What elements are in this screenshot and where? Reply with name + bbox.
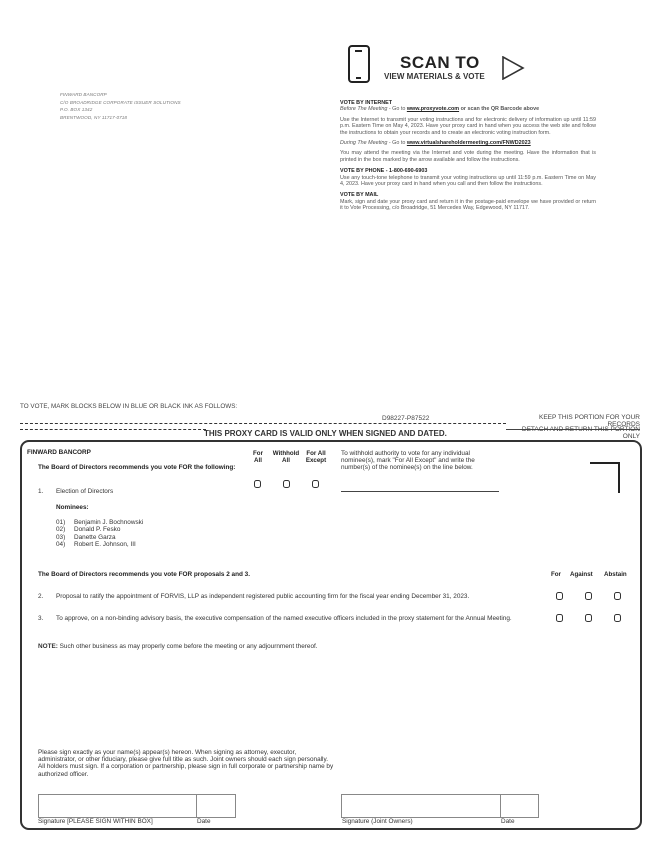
nominee-num: 04): [56, 541, 66, 549]
proposal-3-number: 3.: [38, 615, 44, 622]
voting-instructions: [340, 100, 596, 212]
proposal-3-text: To approve, on a non-binding advisory basis, the executive compensation of the named executive officers included in the proxy statement for the Annual Meeting.: [56, 615, 512, 622]
signature-box[interactable]: [38, 794, 197, 818]
internet-body: Use the Internet to transmit your voting instructions and for electronic delivery of information up until 11:59 p.m. Eastern Time on May 4, 2023. Have your proxy card in hand when you access the web site and follow the instructions to obtain your records and to create an electronic voting instruction form.: [340, 116, 596, 136]
col-for: For: [551, 571, 561, 578]
election-label: Election of Directors: [56, 488, 114, 495]
nominee-item: [56, 526, 143, 533]
board-recommendation-1: The Board of Directors recommends you vote FOR the following:: [38, 464, 236, 471]
address-corner-mark: [590, 462, 620, 493]
proposal-2-number: 2.: [38, 593, 44, 600]
date-box[interactable]: [196, 794, 236, 818]
nominee-item: [56, 519, 143, 526]
mail-body: Mark, sign and date your proxy card and return it in the postage-paid envelope we have provided or return it to Vote Processing, c/o Broadridge, 51 Mercedes Way, Edgewood, NY 11717.: [340, 198, 596, 212]
scan-to-vote: [348, 45, 538, 91]
before-text: - Go to: [387, 106, 407, 113]
board-recommendation-2: The Board of Directors recommends you vote FOR proposals 2 and 3.: [38, 571, 251, 578]
keep-portion-text: KEEP THIS PORTION FOR YOUR RECORDS: [506, 414, 640, 430]
phone-icon: [348, 45, 370, 83]
control-number: D98227-P87522: [382, 415, 430, 422]
note-text: Such other business as may properly come before the meeting or any adjournment thereof.: [57, 643, 318, 650]
election-number: 1.: [38, 488, 44, 495]
sender-line: FINWARD BANCORP: [60, 92, 107, 97]
during-body: You may attend the meeting via the Internet and vote during the meeting. Have the information that is printed in the box marked by the arrow available and follow the instructions.: [340, 150, 596, 163]
col-for-all-except: For All Except: [305, 450, 327, 464]
before-meeting-line: [340, 106, 596, 112]
nominee-item: [56, 534, 143, 541]
nominees-label: Nominees:: [56, 504, 89, 511]
proposal-2-text: Proposal to ratify the appointment of FORVIS, LLP as independent registered public accounting firm for the fiscal year ending December 31, 2023.: [56, 593, 470, 600]
proposal-3-against-checkbox[interactable]: [585, 614, 592, 622]
play-arrow-icon: [501, 56, 525, 80]
tear-line: [20, 423, 506, 424]
joint-signature-label: Signature (Joint Owners): [342, 818, 413, 825]
proposal-2-abstain-checkbox[interactable]: [614, 592, 621, 600]
joint-date-box[interactable]: [500, 794, 539, 818]
note-line: [38, 643, 318, 650]
for-all-checkbox[interactable]: [254, 480, 261, 488]
virtual-meeting-link[interactable]: www.virtualshareholdermeeting.com/FNWD2023: [406, 140, 531, 147]
date-label: Date: [197, 818, 211, 825]
nominee-list: [56, 519, 143, 549]
nominee-num: 03): [56, 533, 66, 541]
sign-instruction: Please sign exactly as your name(s) appear(s) hereon. When signing as attorney, executor, administrator, or other fiduciary, please give full title as such. Joint owners should each sign personally. All holders must sign. If a corporation or partnership, please sign in full corporate or partnership name by authorized officer.: [38, 749, 334, 778]
withhold-instruction: To withhold authority to vote for any individual nominee(s), mark "For All Except" and write the number(s) of the nominee(s) on the line below.: [341, 450, 475, 471]
proposal-3-abstain-checkbox[interactable]: [614, 614, 621, 622]
joint-date-label: Date: [501, 818, 515, 825]
during-text: - Go to: [387, 140, 407, 147]
internet-heading: VOTE BY INTERNET: [340, 100, 393, 106]
sender-address: [60, 91, 181, 121]
scan-title: SCAN TO: [400, 53, 480, 72]
col-abstain: Abstain: [604, 571, 627, 578]
detach-portion-text: DETACH AND RETURN THIS PORTION ONLY: [521, 426, 640, 440]
for-all-except-checkbox[interactable]: [312, 480, 319, 488]
proxyvote-link[interactable]: www.proxyvote.com: [406, 106, 460, 113]
col-against: Against: [570, 571, 593, 578]
before-label: Before The Meeting: [340, 106, 388, 113]
col-withhold-all: Withhold All: [272, 450, 300, 464]
col-for-all: For All: [253, 450, 263, 464]
nominee-name: Danette Garza: [74, 533, 116, 541]
nominee-num: 02): [56, 526, 66, 534]
note-label: NOTE:: [38, 643, 58, 650]
sender-line: C/O BROADRIDGE CORPORATE ISSUER SOLUTIONS: [60, 99, 181, 105]
nominee-name: Robert E. Johnson, III: [74, 541, 136, 549]
signature-label: Signature [PLEASE SIGN WITHIN BOX]: [38, 818, 153, 825]
proposal-3-for-checkbox[interactable]: [556, 614, 563, 622]
mark-instruction: TO VOTE, MARK BLOCKS BELOW IN BLUE OR BLACK INK AS FOLLOWS:: [20, 403, 238, 410]
nominee-num: 01): [56, 519, 66, 526]
proposal-2-for-checkbox[interactable]: [556, 592, 563, 600]
nominee-item: [56, 541, 143, 548]
during-label: During The Meeting: [340, 140, 388, 147]
phone-heading: VOTE BY PHONE - 1-800-690-6903: [340, 168, 428, 175]
valid-notice: THIS PROXY CARD IS VALID ONLY WHEN SIGNED AND DATED.: [204, 429, 447, 438]
tear-line-short: [20, 429, 206, 430]
scan-subtitle: VIEW MATERIALS & VOTE: [384, 72, 485, 81]
joint-signature-box[interactable]: [341, 794, 501, 818]
nominee-name: Benjamin J. Bochnowski: [74, 519, 144, 526]
sender-line: P.O. BOX 1342: [60, 107, 93, 113]
nominee-writein-line[interactable]: [341, 491, 499, 492]
during-meeting-line: [340, 140, 596, 146]
phone-body: Use any touch-tone telephone to transmit your voting instructions up until 11:59 p.m. Eastern Time on May 4, 2023. Have your proxy card in hand when you call and then follow the instructions.: [340, 174, 596, 188]
proposal-2-against-checkbox[interactable]: [585, 592, 592, 600]
mail-heading: VOTE BY MAIL: [340, 192, 379, 199]
company-name: FINWARD BANCORP: [27, 449, 91, 456]
nominee-name: Donald P. Fesko: [74, 526, 121, 534]
withhold-all-checkbox[interactable]: [283, 480, 290, 488]
sender-line: BRENTWOOD, NY 11717-0718: [60, 114, 128, 120]
before-tail: or scan the QR Barcode above: [459, 106, 540, 113]
